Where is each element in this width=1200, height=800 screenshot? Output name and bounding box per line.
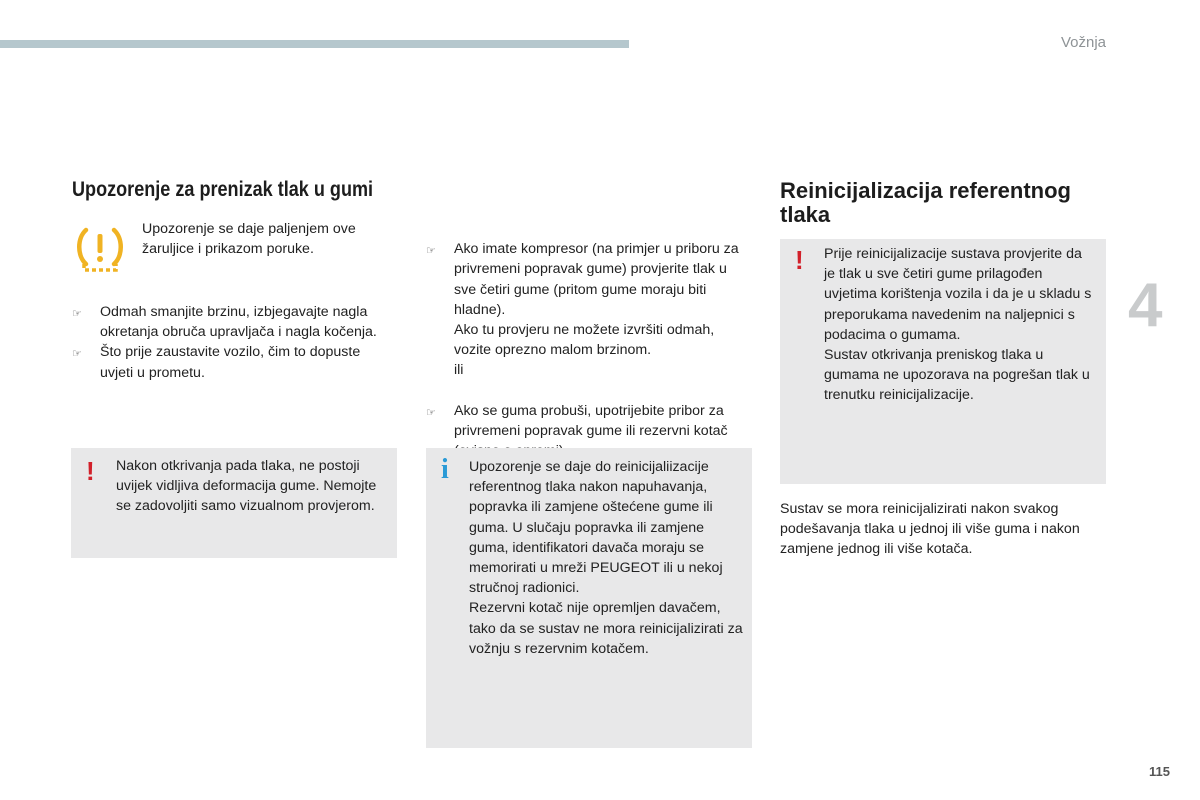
warning-icon: ! <box>86 456 95 486</box>
info-text: Upozorenje se daje do reinicijaliizacije referentnog tlaka nakon napuhavanja, popravka ili zamjene oštećene gume ili guma. U slučaju popravka ili zamjene guma, identifikatori davača moraju se memorirati u mreži PEUGEOT ili u nekoj stručnoj radionici. Rezervni kotač nije opremljen davačem, tako da se sustav ne mora reinicijalizirati za vožnju s rezervnim kotačem. <box>469 459 743 657</box>
header-bar <box>0 40 629 48</box>
list-item: ☞ Odmah smanjite brzinu, izbjegavajte nagla okretanja obruča upravljača i nagla kočenja. <box>72 304 377 341</box>
chapter-number: 4 <box>1128 271 1163 340</box>
reinit-heading: Reinicijalizacija referentnog tlaka <box>780 178 1071 227</box>
page-number: 115 <box>1149 764 1170 779</box>
left-instructions <box>72 302 390 383</box>
hand-pointer-icon: ☞ <box>72 348 82 361</box>
tyre-pressure-warning-lamp-icon <box>74 224 126 276</box>
section-title: Vožnja <box>1060 34 1106 51</box>
warning-text: Nakon otkrivanja pada tlaka, ne postoji uvijek vidljiva deformacija gume. Nemojte se zadovoljiti samo vizualnom provjerom. <box>116 458 377 515</box>
list-item: ☞ Ako imate kompresor (na primjer u priboru za privremeni popravak gume) provjerite tlak u sve četiri gume (pritom gume moraju biti hladne). Ako tu provjeru ne možete izvršiti odmah, vozite oprezno malom brzinom. ili <box>426 241 739 379</box>
tyre-warning-heading: Upozorenje za prenizak tlak u gumi <box>72 178 374 201</box>
reinit-warning-text: Prije reinicijalizacije sustava provjerite da je tlak u sve četiri gume prilagođen uvjetima korištenja vozila i da je u skladu s preporukama navedenim na naljepnici s podacima o gumama. Sustav otkrivanja preniskog tlaka u gumama ne upozorava na pogrešan tlak u trenutku reinicijalizacije. <box>824 246 1092 404</box>
middle-instructions <box>426 219 748 482</box>
reinit-warning-box <box>780 239 1106 484</box>
hand-pointer-icon: ☞ <box>72 308 82 320</box>
info-box <box>426 448 752 748</box>
hand-pointer-icon: ☞ <box>426 245 436 258</box>
info-icon: i <box>441 454 449 485</box>
warning-icon: ! <box>795 245 804 275</box>
warning-lamp-intro: Upozorenje se daje paljenjem ove žaruljice i prikazom poruke. <box>142 221 356 258</box>
list-item: ☞ Ako se guma probuši, upotrijebite pribor za privremeni popravak gume ili rezervni kotač <box>426 402 728 440</box>
warning-box <box>71 448 397 558</box>
list-item: ☞ Što prije zaustavite vozilo, čim to dopuste uvjeti u prometu. <box>72 344 361 381</box>
reinit-body-text: Sustav se mora reinicijalizirati nakon svakog podešavanja tlaka u jednoj ili više guma i nakon zamjene jednog ili više kotača. <box>780 501 1080 558</box>
hand-pointer-icon: ☞ <box>426 406 436 419</box>
